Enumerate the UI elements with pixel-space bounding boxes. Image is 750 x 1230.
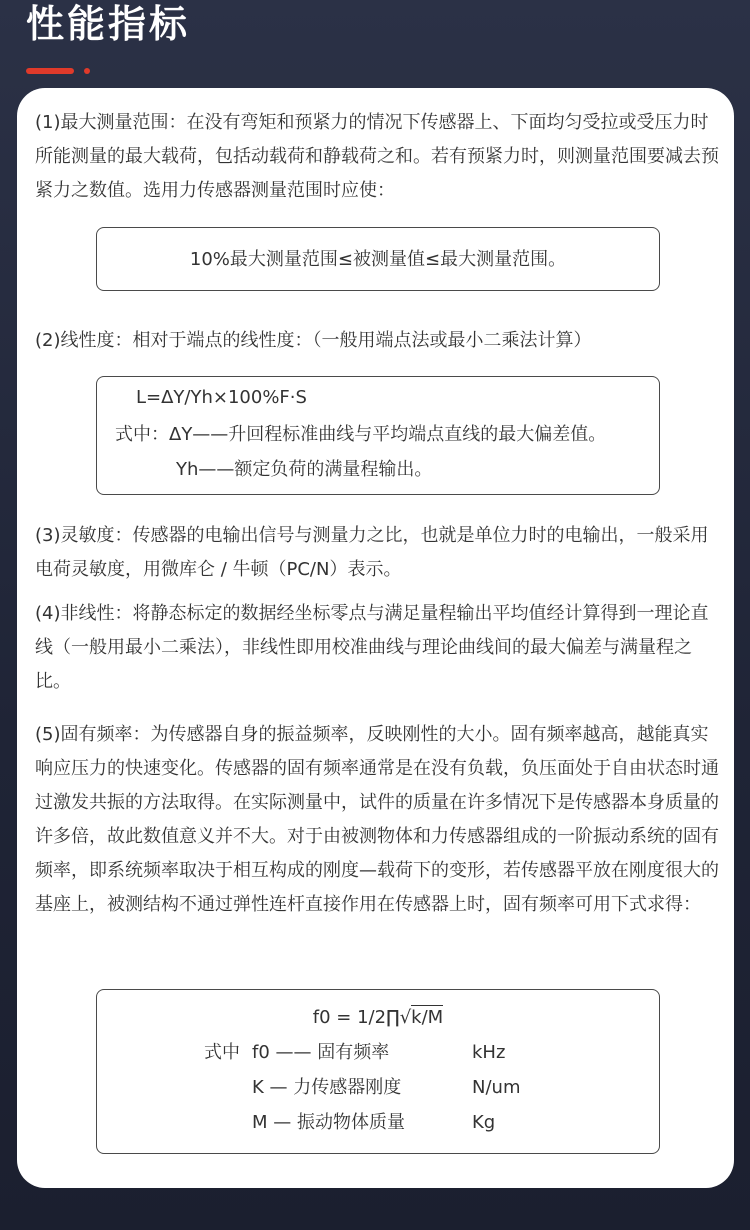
freq-row-symbol: M — 振动物体质量 <box>252 1112 405 1133</box>
linearity-formula-box <box>96 376 660 495</box>
linearity-formula-where: 式中：ΔY——升回程标准曲线与平均端点直线的最大偏差值。 <box>115 424 607 445</box>
section-linearity: (2)线性度：相对于端点的线性度：（一般用端点法或最小二乘法计算） <box>35 330 592 351</box>
where-label: 式中 <box>204 1042 240 1063</box>
section-natural-frequency: (5)固有频率：为传感器自身的振益频率，反映刚性的大小。固有频率越高，越能真实响应压力的快速变化。传感器的固有频率通常是在没有负载，负压面处于自由状态时通过激发共振的方法取得。在实际测量中，试件的质量在许多情况下是传感器本身质量的许多倍，故此数值意义并不大。对于由被测物体和力传感器组成的一阶振动系统的固有频率，即系统频率取决于相互构成的刚度—载荷下的变形，若传感器平放在刚度很大的基座上，被测结构不通过弹性连杆直接作用在传感器上时，固有频率可用下式求得： <box>35 724 719 915</box>
frequency-formula-box <box>96 989 660 1154</box>
freq-row-symbol: K — 力传感器刚度 <box>252 1077 402 1098</box>
title-accent-dot <box>84 68 90 74</box>
frequency-formula-prefix: f0 = 1/2∏ <box>312 1007 400 1028</box>
range-formula-box <box>96 227 660 291</box>
freq-row-unit: Kg <box>472 1112 496 1133</box>
section-sensitivity: (3)灵敏度：传感器的电输出信号与测量力之比，也就是单位力时的电输出，一般采用电荷灵敏度，用微库仑 / 牛顿（PC/N）表示。 <box>35 525 709 580</box>
content-card <box>17 88 734 1188</box>
frequency-formula-radicand: k/M <box>411 1007 444 1028</box>
title-accent-bar <box>26 68 74 74</box>
freq-row-unit: N/um <box>472 1077 521 1098</box>
sqrt-symbol: √ <box>399 1007 412 1028</box>
linearity-formula-line: L=ΔY/Yh×100%F·S <box>136 387 307 408</box>
page-title: 性能指标 <box>26 2 191 46</box>
section-measuring-range: (1)最大测量范围：在没有弯矩和预紧力的情况下传感器上、下面均匀受拉或受压力时所能测量的最大载荷，包括动载荷和静载荷之和。若有预紧力时，则测量范围要减去预紧力之数值。选用力传感器测量范围时应使： <box>35 112 719 201</box>
linearity-formula-yh: Yh——额定负荷的满量程输出。 <box>176 459 433 480</box>
range-formula: 10%最大测量范围≤被测量值≤最大测量范围。 <box>189 249 567 270</box>
frequency-formula <box>97 1001 659 1035</box>
section-nonlinearity: (4)非线性：将静态标定的数据经坐标零点与满足量程输出平均值经计算得到一理论直线（一般用最小二乘法），非线性即用校准曲线与理论曲线间的最大偏差与满量程之比。 <box>35 603 709 692</box>
freq-row-unit: kHz <box>472 1042 506 1063</box>
freq-row-symbol: f0 —— 固有频率 <box>252 1042 390 1063</box>
